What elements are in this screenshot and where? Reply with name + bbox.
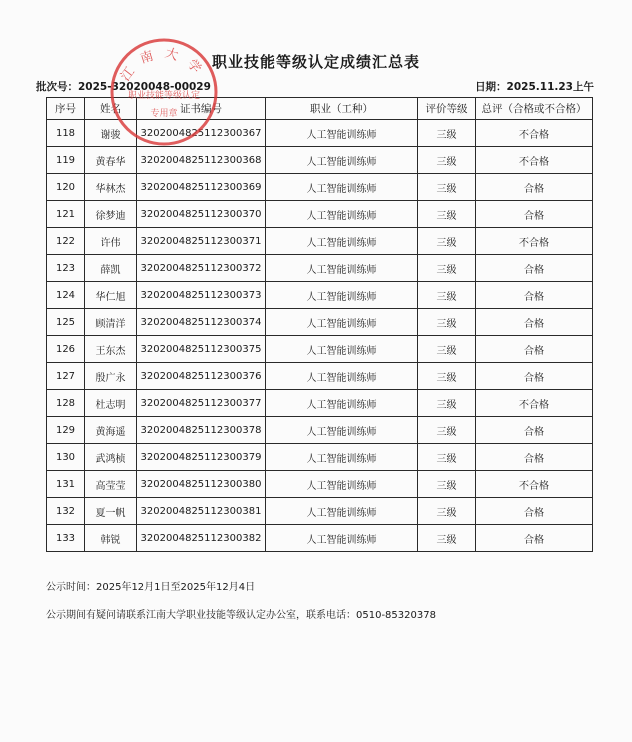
cell-job: 人工智能训练师	[266, 498, 418, 525]
cell-result: 合格	[476, 336, 593, 363]
cell-result: 合格	[476, 309, 593, 336]
cell-level: 三级	[418, 336, 476, 363]
batch-number: 批次号：2025-32020048-00029	[36, 81, 211, 93]
cell-name: 高莹莹	[85, 471, 137, 498]
header-seq: 序号	[47, 98, 85, 120]
cell-name: 华仁旭	[85, 282, 137, 309]
cell-result: 合格	[476, 282, 593, 309]
cell-cert: 3202004825112300378	[137, 417, 266, 444]
cell-seq: 128	[47, 390, 85, 417]
cell-level: 三级	[418, 255, 476, 282]
header-level: 评价等级	[418, 98, 476, 120]
cell-seq: 132	[47, 498, 85, 525]
cell-job: 人工智能训练师	[266, 363, 418, 390]
table-row	[47, 255, 593, 282]
cell-job: 人工智能训练师	[266, 120, 418, 147]
cell-seq: 118	[47, 120, 85, 147]
cell-job: 人工智能训练师	[266, 309, 418, 336]
table-row	[47, 201, 593, 228]
cell-cert: 3202004825112300379	[137, 444, 266, 471]
cell-result: 不合格	[476, 147, 593, 174]
cell-result: 不合格	[476, 120, 593, 147]
table-row	[47, 282, 593, 309]
cell-name: 薛凯	[85, 255, 137, 282]
cell-seq: 126	[47, 336, 85, 363]
table-row	[47, 309, 593, 336]
table-body	[47, 120, 593, 552]
cell-cert: 3202004825112300382	[137, 525, 266, 552]
document-date: 日期：2025.11.23上午	[475, 81, 594, 93]
cell-job: 人工智能训练师	[266, 255, 418, 282]
cell-cert: 3202004825112300367	[137, 120, 266, 147]
table-row	[47, 417, 593, 444]
cell-seq: 125	[47, 309, 85, 336]
cell-seq: 130	[47, 444, 85, 471]
cell-name: 殷广永	[85, 363, 137, 390]
cell-seq: 127	[47, 363, 85, 390]
cell-job: 人工智能训练师	[266, 282, 418, 309]
header-result: 总评（合格或不合格）	[476, 98, 593, 120]
cell-job: 人工智能训练师	[266, 471, 418, 498]
cell-level: 三级	[418, 309, 476, 336]
cell-cert: 3202004825112300368	[137, 147, 266, 174]
table-row	[47, 525, 593, 552]
cell-seq: 120	[47, 174, 85, 201]
cell-cert: 3202004825112300371	[137, 228, 266, 255]
seal-center-text: 职业技能等级认定	[127, 91, 201, 101]
cell-seq: 124	[47, 282, 85, 309]
table-row	[47, 120, 593, 147]
cell-result: 合格	[476, 525, 593, 552]
cell-name: 谢骏	[85, 120, 137, 147]
cell-level: 三级	[418, 120, 476, 147]
cell-level: 三级	[418, 444, 476, 471]
cell-seq: 119	[47, 147, 85, 174]
cell-job: 人工智能训练师	[266, 147, 418, 174]
table-row	[47, 363, 593, 390]
document-title: 职业技能等级认定成绩汇总表	[211, 53, 420, 71]
cell-level: 三级	[418, 201, 476, 228]
table-row	[47, 444, 593, 471]
cell-job: 人工智能训练师	[266, 228, 418, 255]
cell-seq: 133	[47, 525, 85, 552]
contact-info: 公示期间有疑问请联系江南大学职业技能等级认定办公室，联系电话：0510-85320378	[46, 610, 436, 621]
cell-result: 合格	[476, 363, 593, 390]
table-row	[47, 390, 593, 417]
cell-seq: 131	[47, 471, 85, 498]
cell-seq: 129	[47, 417, 85, 444]
cell-level: 三级	[418, 417, 476, 444]
cell-result: 合格	[476, 255, 593, 282]
cell-level: 三级	[418, 525, 476, 552]
seal-top-text: 江南大学	[118, 45, 210, 85]
cell-result: 不合格	[476, 390, 593, 417]
cell-level: 三级	[418, 228, 476, 255]
cell-level: 三级	[418, 363, 476, 390]
header-name: 姓名	[85, 98, 137, 120]
cell-cert: 3202004825112300376	[137, 363, 266, 390]
cell-name: 黄海遥	[85, 417, 137, 444]
cell-result: 合格	[476, 417, 593, 444]
table-row	[47, 228, 593, 255]
table-row	[47, 336, 593, 363]
cell-result: 合格	[476, 498, 593, 525]
cell-level: 三级	[418, 390, 476, 417]
cell-cert: 3202004825112300372	[137, 255, 266, 282]
cell-cert: 3202004825112300375	[137, 336, 266, 363]
table-row	[47, 174, 593, 201]
cell-name: 许伟	[85, 228, 137, 255]
cell-cert: 3202004825112300374	[137, 309, 266, 336]
cell-job: 人工智能训练师	[266, 444, 418, 471]
header-cert: 证书编号	[137, 98, 266, 120]
cell-job: 人工智能训练师	[266, 201, 418, 228]
cell-cert: 3202004825112300377	[137, 390, 266, 417]
cell-cert: 3202004825112300381	[137, 498, 266, 525]
cell-result: 合格	[476, 201, 593, 228]
cell-job: 人工智能训练师	[266, 390, 418, 417]
cell-result: 不合格	[476, 471, 593, 498]
cell-job: 人工智能训练师	[266, 336, 418, 363]
cell-level: 三级	[418, 174, 476, 201]
cell-level: 三级	[418, 147, 476, 174]
cell-result: 不合格	[476, 228, 593, 255]
cell-seq: 121	[47, 201, 85, 228]
cell-level: 三级	[418, 471, 476, 498]
cell-name: 韩锐	[85, 525, 137, 552]
cell-job: 人工智能训练师	[266, 525, 418, 552]
cell-cert: 3202004825112300380	[137, 471, 266, 498]
cell-name: 夏一帆	[85, 498, 137, 525]
cell-cert: 3202004825112300369	[137, 174, 266, 201]
cell-level: 三级	[418, 282, 476, 309]
cell-result: 合格	[476, 444, 593, 471]
cell-name: 华林杰	[85, 174, 137, 201]
cell-name: 杜志明	[85, 390, 137, 417]
results-table	[46, 97, 593, 552]
cell-cert: 3202004825112300370	[137, 201, 266, 228]
header-job: 职业（工种）	[266, 98, 418, 120]
cell-job: 人工智能训练师	[266, 174, 418, 201]
cell-seq: 122	[47, 228, 85, 255]
cell-result: 合格	[476, 174, 593, 201]
table-row	[47, 147, 593, 174]
cell-name: 武鸿桢	[85, 444, 137, 471]
cell-cert: 3202004825112300373	[137, 282, 266, 309]
cell-name: 顾清洋	[85, 309, 137, 336]
cell-seq: 123	[47, 255, 85, 282]
cell-name: 黄春华	[85, 147, 137, 174]
table-row	[47, 498, 593, 525]
cell-level: 三级	[418, 498, 476, 525]
table-header-row	[47, 98, 593, 120]
cell-name: 徐梦迪	[85, 201, 137, 228]
seal-bottom-text: 专用章	[150, 109, 178, 119]
table-row	[47, 471, 593, 498]
cell-name: 王东杰	[85, 336, 137, 363]
cell-job: 人工智能训练师	[266, 417, 418, 444]
publicity-period: 公示时间：2025年12月1日至2025年12月4日	[46, 582, 256, 593]
